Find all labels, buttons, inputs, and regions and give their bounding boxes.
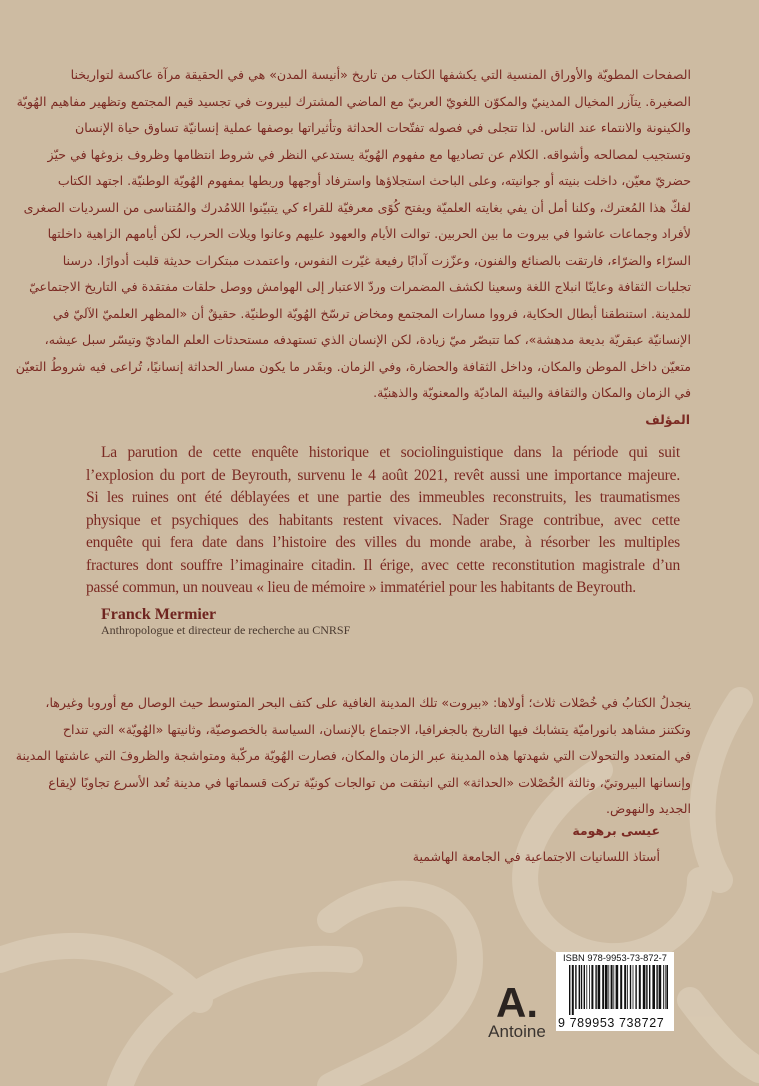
text-line: والكينونة والانتماء عند الناس. لذا تتجلى في فصوله تفتّحات الحداثة وتأثيراتها بوصفها عملية إنسانيّة تساوق حياة الإنسان xyxy=(75,120,691,135)
barcode-bar xyxy=(646,965,647,1009)
text-line: حضريّ معيّن، داخلت بنيته أو جوانيته، وعلى الباحث استجلاؤها واسترفاد أوجهها وربطها بمفهوم الهُويّة الوطنيّة. اجتهد الكتاب xyxy=(57,173,691,188)
barcode-bar xyxy=(613,965,614,1009)
text-line: passé commun, un nouveau « lieu de mémoire » immatériel pour les habitants de Beyrouth. xyxy=(86,579,636,596)
text-line: في الزمان والمكان والثقافة والبيئة الماديّة والمعنويّة والذهنيّة. xyxy=(373,385,691,400)
barcode-bar xyxy=(627,965,628,1009)
barcode-bar xyxy=(611,965,613,1009)
text-line: تجليات الثقافة وعاينّا انبلاج اللغة وسعينا لكشف المضمرات وردّ الاعتبار إلى الهوامش ووصل حلقات مفتقدة في التاريخ الاجتماعيّ xyxy=(29,279,691,294)
publisher-logo xyxy=(486,979,548,1041)
text-line: وإنسانها البيروتيّ، وثالثة الخُصْلات «الحداثة» التي انبثقت من توالجات كونيّة تركت قسماتها في مدينة تُعد الأسرع تجاوبًا لإيقاع xyxy=(48,774,691,790)
text-line: l’explosion du port de Beyrouth, survenu le 4 août 2021, revêt aussi une importance majeure. xyxy=(86,466,680,484)
barcode-bar xyxy=(633,965,634,1009)
barcode-bar xyxy=(584,965,585,1009)
barcode-bar xyxy=(572,965,574,1015)
barcode-bar xyxy=(608,965,609,1009)
barcode-bar xyxy=(649,965,650,1009)
ean-number: 9 789953 738727 xyxy=(558,1016,665,1030)
text-line: الجديد والنهوض. xyxy=(606,801,691,816)
barcode-bar xyxy=(569,965,570,1015)
text-line: enquête qui fera date dans l’histoire des villes du monde arabe, à résorber les multiples xyxy=(86,534,680,551)
arabic-review xyxy=(15,690,691,823)
barcode-bar xyxy=(663,965,664,1009)
text-line: لفكّ هذا المُعترك، وكلنا أمل أن يفي بغايته العلميّة ويفتح كُوًى معرفيّة للقراء كي يتبيّنوا اللامُدرك والمُتناسى من السرديات الصغرى xyxy=(23,199,691,215)
arabic-review-author: عيسى برهومة xyxy=(572,823,660,838)
text-line: متعيّن داخل الموطن والمكان، وداخل الثقافة والحضارة، وفي الزمان. وبقَدر ما يكون مسار الحداثة إنسانيًا، تُراعى فيه شروطُ التعيّن xyxy=(15,358,691,374)
isbn-label: ISBN 978-9953-73-872-7 xyxy=(563,953,667,963)
barcode-bar xyxy=(616,965,619,1009)
barcode-bar xyxy=(605,965,608,1009)
barcode-bar xyxy=(666,965,668,1009)
arabic-review-author-role: أستاذ اللسانيات الاجتماعية في الجامعة الهاشمية xyxy=(412,849,660,864)
barcode-bar xyxy=(639,965,641,1009)
barcode-bar xyxy=(630,965,631,1009)
barcode-bar xyxy=(586,965,587,1009)
barcode-bar xyxy=(656,965,657,1009)
text-line: ينجدلُ الكتابُ في خُصْلات ثلاث؛ أولاها: «بيروت» تلك المدينة الغافية على كتف البحر المتوسط حيث الوصال مع أوروبا وغيرها، xyxy=(45,695,691,710)
text-line: Si les ruines ont été déblayées et une partie des immeubles reconstruits, les traumatismes xyxy=(86,489,680,506)
barcode-bar xyxy=(643,965,646,1009)
barcode-bar xyxy=(620,965,622,1009)
author-signature: المؤلف xyxy=(645,412,690,427)
text-line: للمدينة. استنطقنا أبطال الحكاية، فرووا مسارات المجتمع ومخاض ترسّخ الهُويّة الوطنيّة. حقيقٌ أن «المظهر العلميّ الآليّ في xyxy=(52,305,691,321)
text-line: La parution de cette enquête historique et sociolinguistique dans la période qui suit xyxy=(101,444,680,461)
barcode-bar xyxy=(652,965,655,1009)
text-line: الصفحات المطويّة والأوراق المنسية التي يكشفها الكتاب من تاريخ «أنيسة المدن» هي في الحقيقة مرآة عاكسة لتواريخنا xyxy=(70,67,691,82)
french-review-author: Franck Mermier xyxy=(101,606,217,623)
barcode-bar xyxy=(595,965,596,1009)
publisher-name: Antoine xyxy=(488,1022,546,1041)
barcode-bar xyxy=(635,965,636,1009)
barcode-bar xyxy=(659,965,662,1009)
barcode-bar xyxy=(579,965,580,1009)
text-line: physique et psychiques des habitants restent vivaces. Nader Srage contribue, avec cette xyxy=(86,511,680,529)
barcode-bar xyxy=(665,965,666,1009)
text-line: لأفراد وجماعات عاشوا في بيروت ما بين الحربين. توالت الأيام والعهود عليهم وعانوا ويلات الحرب، لكن أيامهم الزاهية داخلتها xyxy=(47,226,691,241)
text-line: fractures dont souffre l’imaginaire citadin. Il érige, avec cette reconstitution magistrale d’un xyxy=(86,556,680,574)
french-review xyxy=(86,442,680,600)
barcode-bar xyxy=(598,965,601,1009)
barcode-bar xyxy=(581,965,582,1009)
barcode-bar xyxy=(602,965,604,1009)
text-line: الصغيرة. يتآزر المخيال المدينيّ والمكوّن اللغويّ العربيّ مع الماضي المشترك لبيروت في تجسيد قيم المجتمع وتظهير مفاهيم الهُويّة xyxy=(16,93,691,109)
publisher-logo-mark: A. xyxy=(496,979,538,1026)
text-line: وتكتنز مشاهد بانوراميّة يتشابك فيها التاريخ بالجغرافيا، الاجتماع بالإنسان، السياسة بالخصوصيّة، وثانيتها «الهُويّة» التي تنداح xyxy=(62,721,691,737)
barcode-bar xyxy=(575,965,576,1009)
barcode-bars xyxy=(568,965,668,1015)
barcode-bar xyxy=(589,965,590,1009)
barcode-bar xyxy=(624,965,626,1009)
author-introduction xyxy=(15,62,691,407)
french-review-author-role: Anthropologue et directeur de recherche au CNRSF xyxy=(101,623,351,637)
text-line: السرّاء والضرّاء، فارتقت بالصنائع والفنون، وعزّزت آدابًا رفيعة غيّرت النفوس، واعتمدت مبتكرات حديثة قلبت أدوارًا. درسنا xyxy=(62,252,691,268)
text-line: وتستجيب لمصالحه وأشواقه. الكلام عن تصاديها مع مفهوم الهُويّة يستدعي النظر في شروط انتظامها وظروف بزوغها في حيّز xyxy=(47,146,691,162)
barcode-bar xyxy=(591,965,593,1009)
isbn-barcode xyxy=(556,952,674,1031)
text-line: في المتعدد والتحولات التي شهدتها هذه المدينة عبر الزمان والمكان، فصارت الهُويّة مركّبة ومتواشجة والظروفَ التي عاشتها المدينة xyxy=(15,748,691,763)
text-line: الإنسانيّة عبقريّة بديعة مدهشة»، كما تتبصّر ميّ زيادة، لكن الإنسان الذي تستهدفه مستحدثات العلم الماديّ وتيسّر سبل عيشه، xyxy=(44,332,691,347)
